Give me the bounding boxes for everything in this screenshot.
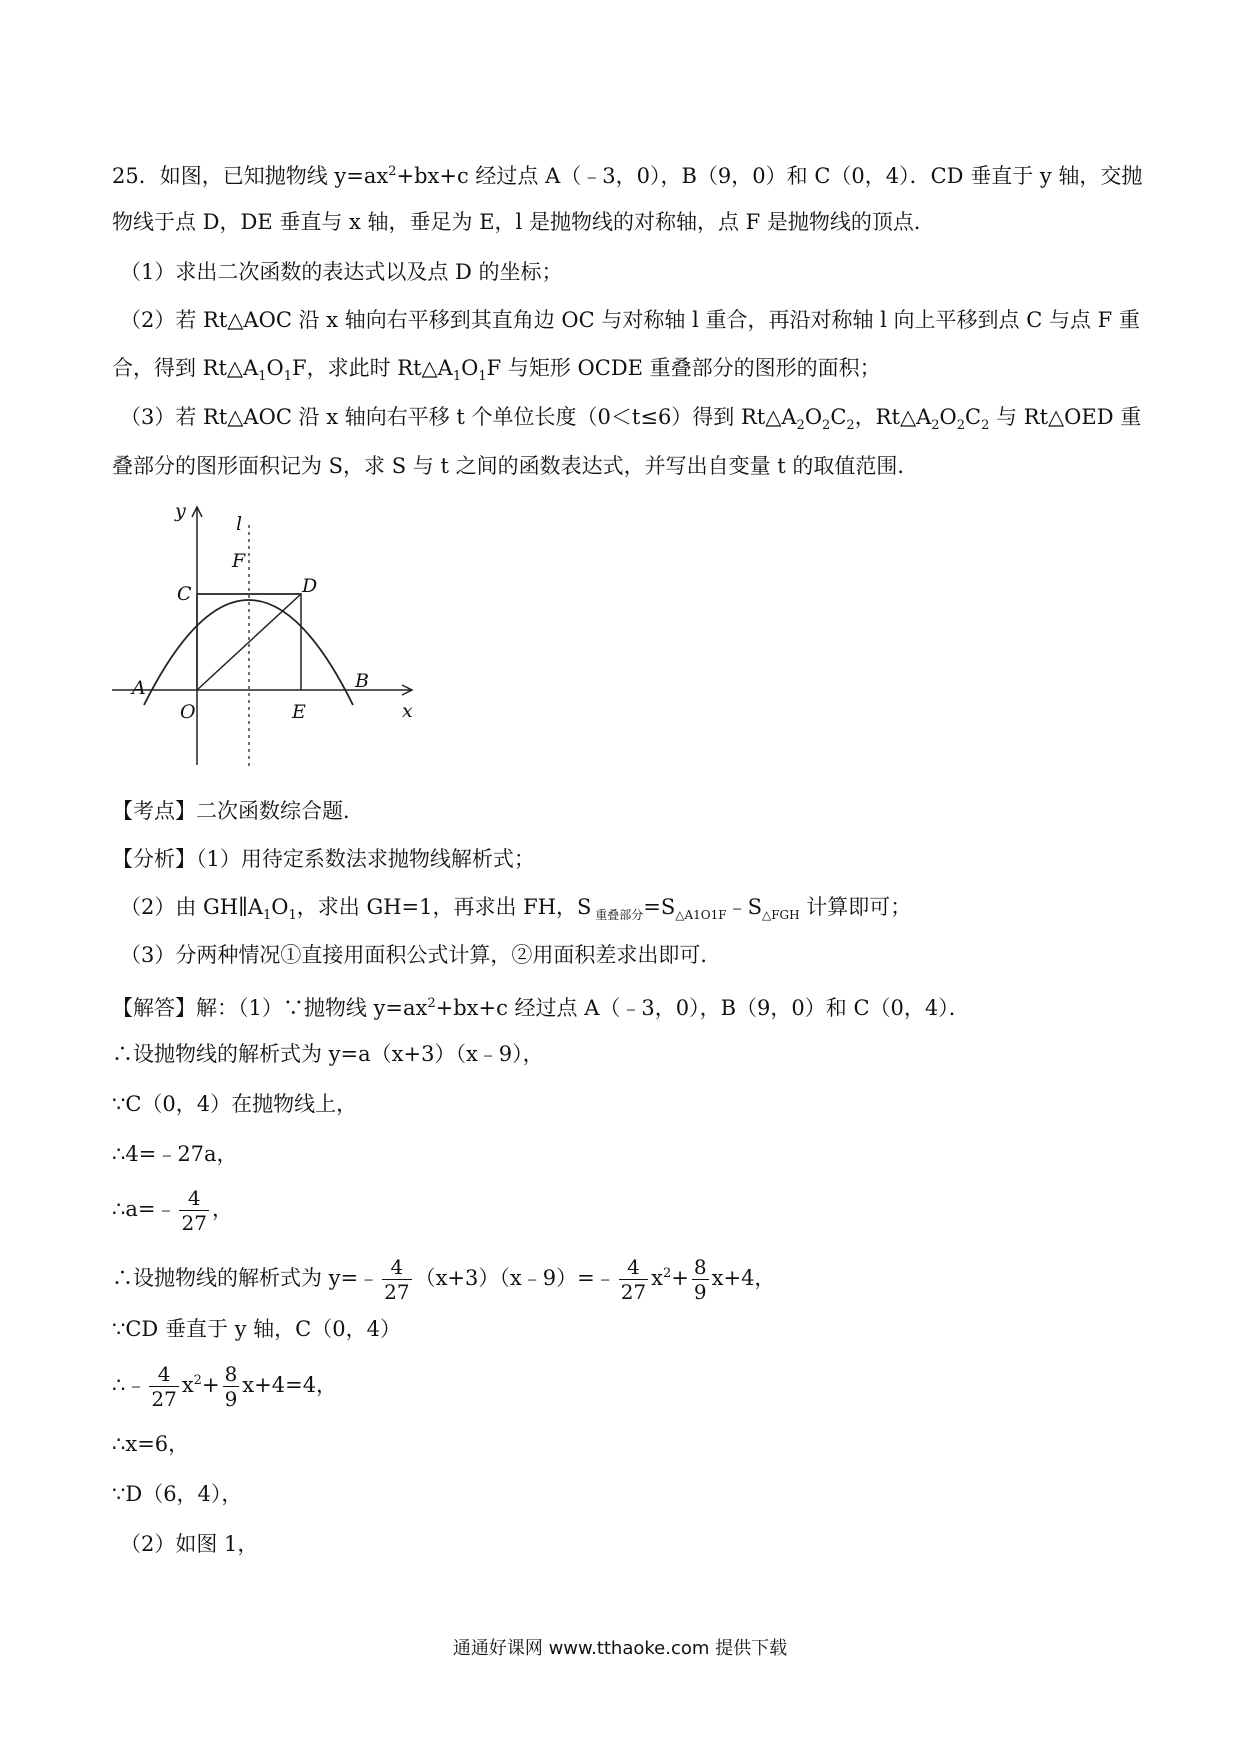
fenxi-3: （3）分两种情况①直接用面积公式计算，②用面积差求出即可．	[120, 943, 722, 967]
fraction-4-27: $\frac{4}{27}$	[151, 1362, 177, 1411]
label-y: y	[175, 500, 186, 522]
label-f: F	[232, 550, 246, 572]
step-8: ∴x=6，	[112, 1432, 190, 1456]
question-3-line-1: （3）若 Rt△AOC 沿 x 轴向右平移 t 个单位长度（0＜t≤6）得到 $Rt\triangle A_2O_2C_2$，$Rt\triangle A_2O_2C_2$ 与 Rt△OED 重	[120, 405, 1142, 434]
parabola-figure	[112, 500, 417, 767]
fraction-8-9: $\frac{8}{9}$	[693, 1255, 707, 1304]
question-1: （1）求出二次函数的表达式以及点 D 的坐标；	[120, 260, 563, 284]
fraction-8-9: $\frac{8}{9}$	[224, 1362, 238, 1411]
label-d: D	[302, 575, 318, 597]
fraction-4-27: $\frac{4}{27}$	[620, 1255, 647, 1304]
jieda: 【解答】解：（1）∵抛物线 $y=ax^2+bx+c$ 经过点 A（﹣3，0），B（9，0）和 C（0，4）．	[112, 996, 970, 1020]
step-7: ∴﹣ $\frac{4}{27}$ $x^2+$ $\frac{8}{9}$ x+4=4，	[112, 1362, 338, 1411]
label-l: l	[236, 513, 243, 535]
fraction-4-27: $\frac{4}{27}$	[384, 1255, 410, 1304]
label-e: E	[292, 701, 306, 723]
fenxi-2: （2）由 $GH\parallel A_1O_1$，求出 GH=1，再求出 FH，S $_{重叠部分}=S_{\triangle A1O1F}﹣S_{\triangle FGH}$ 计算即可；	[120, 895, 912, 924]
step-2: ∵C（0，4）在抛物线上，	[112, 1092, 358, 1116]
step-5: ∴设抛物线的解析式为 y=﹣ $\frac{4}{27}$ （x+3）（x﹣9）=﹣ $\frac{4}{27}$ $x^2+$ $\frac{8}{9}$ x+4，	[112, 1255, 776, 1304]
figure-svg	[112, 500, 417, 767]
label-x: x	[402, 700, 413, 722]
footer-credit: 通通好课网 www.tthaoke.com 提供下载	[452, 1638, 788, 1659]
label-c: C	[177, 583, 192, 605]
fenxi: 【分析】（1）用待定系数法求抛物线解析式；	[112, 847, 535, 871]
label-a: A	[132, 677, 146, 699]
question-3-line-2: 叠部分的图形面积记为 S，求 S 与 t 之间的函数表达式，并写出自变量 t 的取值范围．	[112, 454, 919, 478]
problem-line-2: 物线于点 D，DE 垂直与 x 轴，垂足为 E，l 是抛物线的对称轴，点 F 是抛物线的顶点．	[112, 210, 935, 234]
segment-od	[197, 594, 301, 690]
problem-line-1: 25．如图，已知抛物线 $y=ax^2+bx+c$ 经过点 A（﹣3，0），B（9，0）和 C（0，4）．CD 垂直于 y 轴，交抛	[112, 164, 1143, 188]
step-6: ∵CD 垂直于 y 轴，C（0，4）	[112, 1317, 401, 1341]
fraction-4-27: $\frac{4}{27}$	[181, 1186, 207, 1235]
step-9: ∵D（6，4），	[112, 1482, 243, 1506]
step-3: ∴4=﹣27a，	[112, 1142, 238, 1166]
step-1: ∴设抛物线的解析式为 y=a（x+3）（x﹣9），	[112, 1042, 544, 1066]
step-10: （2）如图 1，	[120, 1532, 259, 1556]
question-2-line-1: （2）若 Rt△AOC 沿 x 轴向右平移到其直角边 OC 与对称轴 l 重合，再沿对称轴 l 向上平移到点 C 与点 F 重	[120, 308, 1140, 332]
step-4: ∴a=﹣ $\frac{4}{27}$ ，	[112, 1186, 233, 1235]
label-b: B	[355, 670, 369, 692]
kaodian: 【考点】二次函数综合题．	[112, 799, 364, 823]
label-o: O	[180, 701, 196, 723]
question-2-line-2: 合，得到 $Rt\triangle A_1O_1F$，求此时 $Rt\triangle A_1O_1F$ 与矩形 OCDE 重叠部分的图形的面积；	[112, 356, 881, 385]
